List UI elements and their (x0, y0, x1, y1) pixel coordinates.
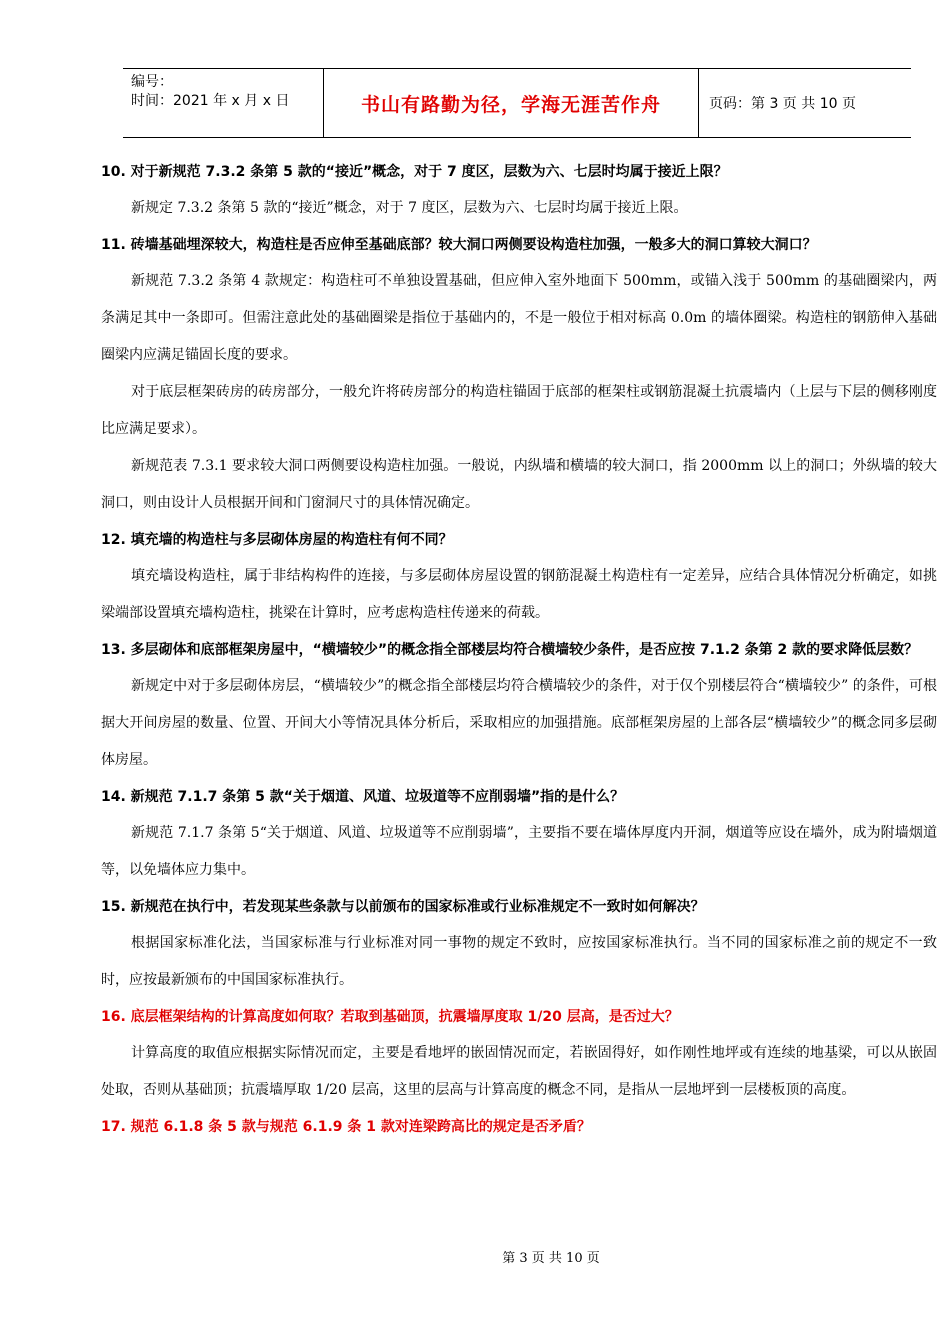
answer-paragraph: 填充墙设构造柱，属于非结构构件的连接，与多层砌体房屋设置的钢筋混凝土构造柱有一定差异，应结合具体情况分析确定，如挑梁端部设置填充墙构造柱，挑梁在计算时，应考虑构造柱传递来的荷载。 (101, 568, 937, 621)
header-motto: 书山有路勤为径，学海无涯苦作舟 (323, 69, 699, 137)
answer-paragraph: 计算高度的取值应根据实际情况而定，主要是看地坪的嵌固情况而定，若嵌固得好，如作刚性地坪或有连续的地基梁，可以从嵌固处取，否则从基础顶；抗震墙厚取 1/20 层高，这里的层高与计算高度的概念不同，是指从一层地坪到一层楼板顶的高度。 (101, 1045, 937, 1098)
question-heading: 13. 多层砌体和底部框架房屋中，“横墙较少”的概念指全部楼层均符合横墙较少条件，是否应按 7.1.2 条第 2 款的要求降低层数？ (101, 642, 919, 658)
question-heading: 12. 填充墙的构造柱与多层砌体房屋的构造柱有何不同？ (101, 532, 453, 548)
header-info (123, 69, 323, 137)
question-heading: 11. 砖墙基础埋深较大，构造柱是否应伸至基础底部？较大洞口两侧要设构造柱加强，一般多大的洞口算较大洞口？ (101, 237, 817, 253)
answer-paragraph: 新规定 7.3.2 条第 5 款的“接近”概念，对于 7 度区，层数为六、七层时均属于接近上限。 (131, 200, 688, 216)
answer-paragraph: 新规范表 7.3.1 要求较大洞口两侧要设构造柱加强。一般说，内纵墙和横墙的较大洞口，指 2000mm 以上的洞口；外纵墙的较大洞口，则由设计人员根据开间和门窗洞尺寸的具体情况确定。 (101, 458, 937, 511)
question-heading: 14. 新规范 7.1.7 条第 5 款“关于烟道、风道、垃圾道等不应削弱墙”指的是什么？ (101, 789, 625, 805)
doc-time-label: 时间：2021 年 x 月 x 日 (131, 93, 290, 109)
footer-page-number: 第 3 页 共 10 页 (502, 1251, 600, 1266)
question-heading: 15. 新规范在执行中，若发现某些条款与以前颁布的国家标准或行业标准规定不一致时如何解决？ (101, 899, 705, 915)
answer-paragraph: 对于底层框架砖房的砖房部分，一般允许将砖房部分的构造柱锚固于底部的框架柱或钢筋混凝土抗震墙内（上层与下层的侧移刚度比应满足要求）。 (101, 384, 937, 437)
answer-paragraph: 新规范 7.1.7 条第 5“关于烟道、风道、垃圾道等不应削弱墙”，主要指不要在墙体厚度内开洞，烟道等应设在墙外，成为附墙烟道等，以免墙体应力集中。 (101, 825, 937, 878)
page-header (123, 68, 911, 138)
document-body (101, 154, 937, 1145)
doc-number-label: 编号： (131, 74, 173, 90)
question-heading: 17. 规范 6.1.8 条 5 款与规范 6.1.9 条 1 款对连梁跨高比的规定是否矛盾？ (101, 1119, 591, 1135)
answer-paragraph: 新规定中对于多层砌体房层，“横墙较少”的概念指全部楼层均符合横墙较少的条件，对于仅个别楼层符合“横墙较少” 的条件，可根据大开间房屋的数量、位置、开间大小等情况具体分析后，采取相应的加强措施。底部框架房屋的上部各层“横墙较少”的概念同多层砌体房屋。 (101, 678, 937, 768)
header-page-label: 页码：第 3 页 共 10 页 (709, 96, 856, 112)
answer-paragraph: 根据国家标准化法，当国家标准与行业标准对同一事物的规定不致时，应按国家标准执行。当不同的国家标准之前的规定不一致时，应按最新颁布的中国国家标准执行。 (101, 935, 937, 988)
answer-paragraph: 新规范 7.3.2 条第 4 款规定：构造柱可不单独设置基础，但应伸入室外地面下 500mm，或锚入浅于 500mm 的基础圈梁内，两条满足其中一条即可。但需注意此处的基础圈梁是指位于基础内的，不是一般位于相对标高 0.0m 的墙体圈梁。构造柱的钢筋伸入基础圈梁内应满足锚固长度的要求。 (101, 273, 937, 363)
page-footer (0, 1247, 950, 1266)
question-heading: 10. 对于新规范 7.3.2 条第 5 款的“接近”概念，对于 7 度区，层数为六、七层时均属于接近上限？ (101, 164, 728, 180)
question-heading: 16. 底层框架结构的计算高度如何取？若取到基础顶，抗震墙厚度取 1/20 层高，是否过大？ (101, 1009, 679, 1025)
